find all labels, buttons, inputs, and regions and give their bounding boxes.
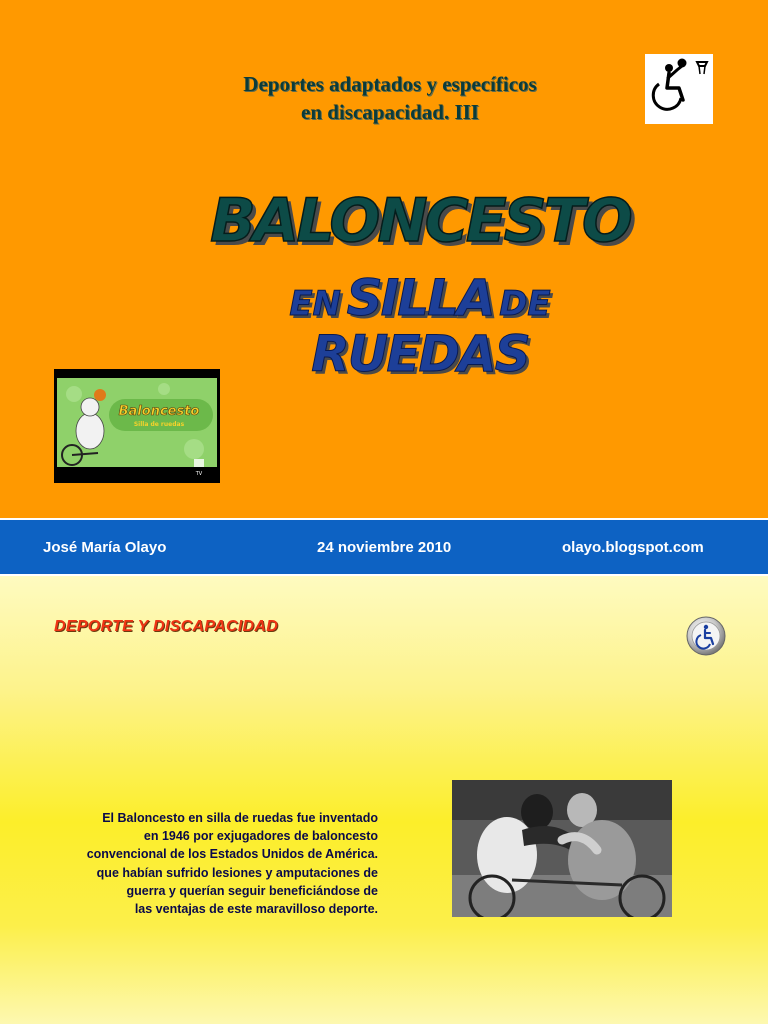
title-de: DE — [499, 284, 551, 324]
paragraph-line: en 1946 por exjugadores de baloncesto — [143, 829, 378, 844]
date: 24 noviembre 2010 — [317, 539, 452, 556]
wheelchair-accessibility-icon[interactable] — [686, 616, 726, 656]
paragraph-line: convencional de los Estados Unidos de América. — [86, 847, 378, 862]
title-ruedas: RUEDAS — [311, 325, 529, 383]
video-title: Baloncesto — [118, 404, 200, 419]
video-frame-graphic — [54, 369, 220, 483]
video-logo: TV — [195, 471, 203, 477]
section-heading: DEPORTE Y DISCAPACIDAD — [54, 618, 279, 635]
intro-paragraph — [40, 809, 378, 918]
title-silla: SILLA — [346, 269, 494, 327]
players-photo — [452, 780, 672, 917]
video-subtitle: Silla de ruedas — [133, 421, 185, 428]
video-thumbnail[interactable] — [54, 369, 220, 483]
paragraph-line: El Baloncesto en silla de ruedas fue inventado — [102, 811, 378, 825]
subtitle-line-2: en discapacidad. III — [301, 100, 479, 124]
wheelchair-basketball-icon — [645, 54, 713, 124]
subtitle-line-1: Deportes adaptados y específicos — [243, 72, 537, 96]
website-link[interactable]: olayo.blogspot.com — [562, 539, 704, 556]
footer-bar — [0, 518, 768, 576]
paragraph-line: que habían sufrido lesiones y amputaciones de — [96, 865, 378, 880]
title-en: EN — [289, 284, 342, 324]
paragraph-line: las ventajas de este maravilloso deporte. — [134, 902, 378, 917]
author: José María Olayo — [43, 539, 167, 556]
content-slide — [0, 576, 768, 1024]
main-title: BALONCESTO — [210, 186, 630, 256]
slide-subtitle — [150, 70, 630, 126]
paragraph-line: guerra y querían seguir beneficiándose de — [126, 883, 378, 898]
